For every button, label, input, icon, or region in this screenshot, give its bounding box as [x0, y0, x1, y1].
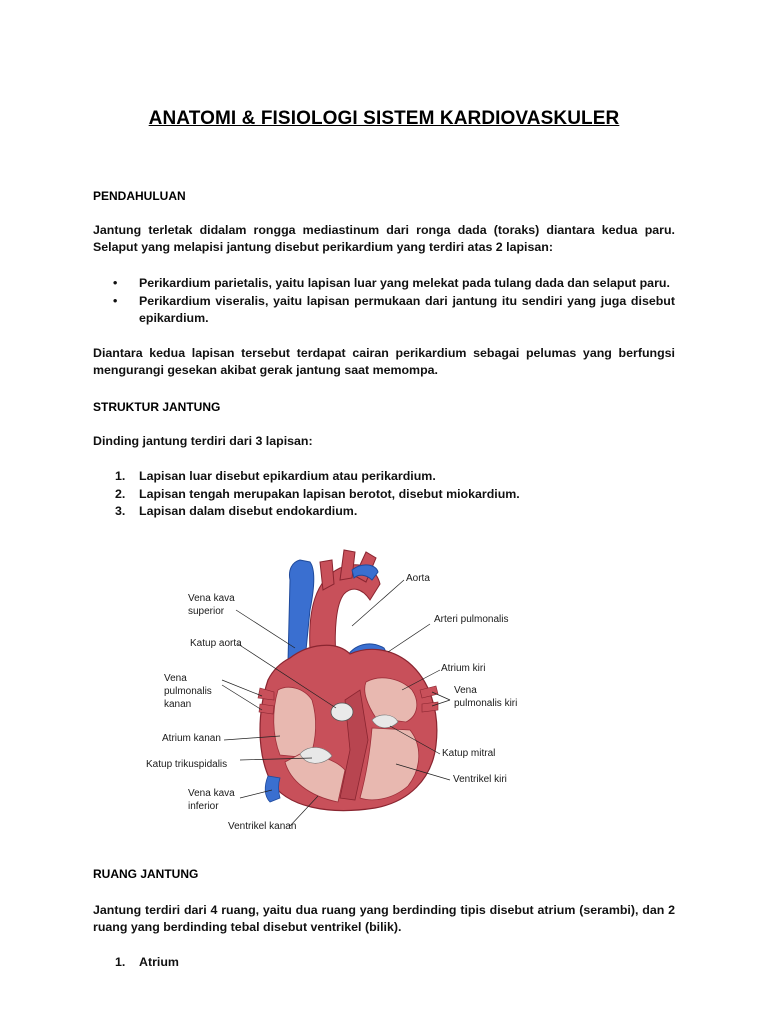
label-ventrikel-kanan: Ventrikel kanan [228, 821, 297, 832]
list-number: 2. [115, 486, 126, 501]
list-number: 1. [115, 469, 126, 483]
label-vena-pulmonalis-kanan-3: kanan [164, 699, 192, 710]
wall-layers-list [93, 468, 675, 521]
section-heading-ruang: RUANG JANTUNG [93, 867, 199, 881]
list-text: Atrium [139, 955, 179, 969]
label-vena-pulmonalis-kiri-1: Vena [454, 685, 477, 696]
structure-intro: Dinding jantung terdiri dari 3 lapisan: [93, 434, 313, 448]
chambers-paragraph: Jantung terdiri dari 4 ruang, yaitu dua ruang yang berdinding tipis disebut atrium (serambi), dan 2 ruang yang berdinding tebal disebut ventrikel (bilik). [93, 903, 675, 934]
list-item [93, 486, 675, 504]
list-item [93, 275, 675, 293]
label-atrium-kanan: Atrium kanan [162, 733, 221, 744]
list-item [93, 293, 675, 328]
label-vena-kava-superior-1: Vena kava [188, 593, 235, 604]
label-vena-kava-superior-2: superior [188, 606, 225, 617]
label-atrium-kiri: Atrium kiri [441, 663, 486, 674]
label-vena-kava-inferior-2: inferior [188, 801, 219, 812]
label-katup-aorta: Katup aorta [190, 638, 242, 649]
vena-kava-inferior-vessel [265, 776, 280, 802]
label-vena-kava-inferior-1: Vena kava [188, 788, 235, 799]
bullet-icon: • [113, 276, 118, 290]
pericardial-fluid-paragraph: Diantara kedua lapisan tersebut terdapat cairan perikardium sebagai pelumas yang berfungsi mengurangi gesekan akibat gerak jantung saat memompa. [93, 346, 675, 377]
list-text: Lapisan tengah merupakan lapisan berotot, disebut miokardium. [139, 486, 520, 501]
label-ventrikel-kiri: Ventrikel kiri [453, 774, 507, 785]
list-item [93, 503, 675, 521]
label-katup-mitral: Katup mitral [442, 748, 496, 759]
chambers-list [93, 954, 675, 972]
pericardium-bullet-list [93, 275, 675, 328]
label-vena-pulmonalis-kiri-2: pulmonalis kiri [454, 698, 518, 709]
heart-anatomy-figure [140, 540, 540, 845]
label-arteri-pulmonalis: Arteri pulmonalis [434, 614, 509, 625]
bullet-text: Perikardium viseralis, yaitu lapisan permukaan dari jantung itu sendiri yang juga disebut epikardium. [139, 293, 675, 325]
list-number: 3. [115, 504, 126, 518]
list-text: Lapisan luar disebut epikardium atau perikardium. [139, 469, 436, 483]
right-atrium-cavity [274, 687, 316, 758]
list-item [93, 954, 675, 972]
aortic-valve [331, 703, 353, 721]
list-text: Lapisan dalam disebut endokardium. [139, 504, 358, 518]
aorta-branch-1 [320, 560, 334, 590]
label-aorta: Aorta [406, 573, 430, 584]
list-number: 1. [115, 955, 126, 969]
section-heading-struktur: STRUKTUR JANTUNG [93, 400, 221, 414]
label-vena-pulmonalis-kanan-1: Vena [164, 673, 187, 684]
section-heading-pendahuluan: PENDAHULUAN [93, 189, 186, 203]
label-vena-pulmonalis-kanan-2: pulmonalis [164, 686, 212, 697]
bullet-text: Perikardium parietalis, yaitu lapisan luar yang melekat pada tulang dada dan selaput paru. [139, 276, 670, 290]
document-title: ANATOMI & FISIOLOGI SISTEM KARDIOVASKULER [148, 108, 620, 129]
list-item [93, 468, 675, 486]
aorta-branch-2 [340, 550, 355, 580]
bullet-icon: • [113, 293, 118, 308]
intro-paragraph: Jantung terletak didalam rongga mediastinum dari ronga dada (toraks) diantara kedua paru. Selaput yang melapisi jantung disebut perikardium yang terdiri atas 2 lapisan: [93, 223, 675, 254]
label-katup-trikuspidalis: Katup trikuspidalis [146, 759, 228, 770]
